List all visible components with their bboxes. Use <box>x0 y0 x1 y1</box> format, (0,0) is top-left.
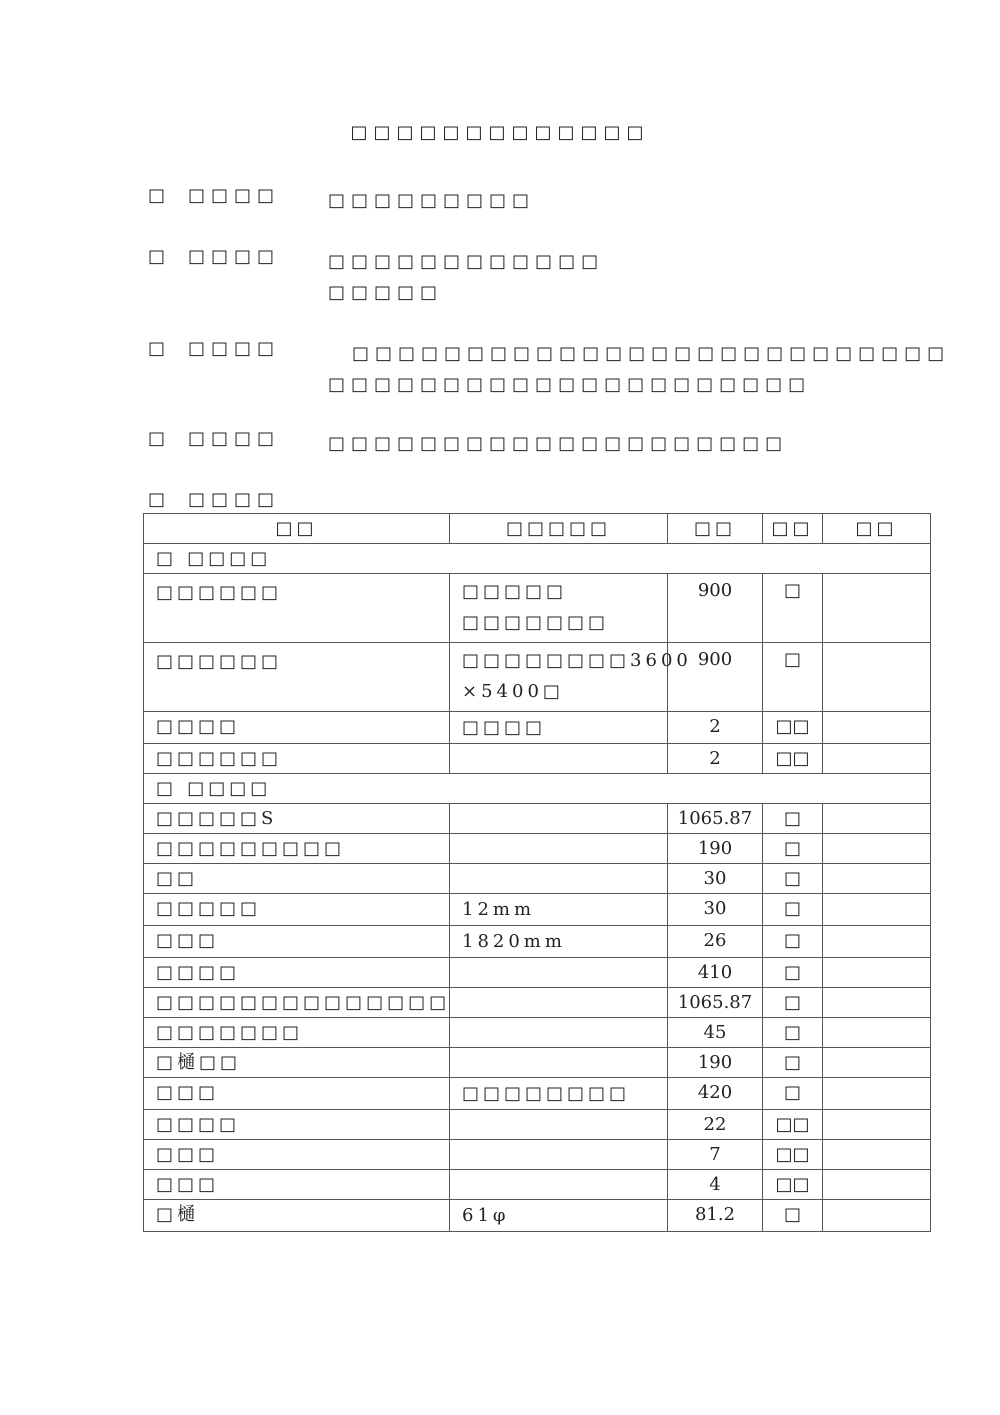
cell-qty: 900 <box>668 574 763 643</box>
cell-name: □□□□□□ <box>144 643 450 712</box>
cell-note <box>823 804 931 834</box>
cell-unit: □ <box>763 1078 823 1110</box>
table-row <box>144 1018 931 1048</box>
cell-name: □□ <box>144 864 450 894</box>
cell-qty: 190 <box>668 1048 763 1078</box>
materials-table <box>143 513 931 1232</box>
cell-note <box>823 1170 931 1200</box>
cell-note <box>823 864 931 894</box>
cell-unit: □ <box>763 1048 823 1078</box>
cell-qty: 1065.87 <box>668 988 763 1018</box>
cell-note <box>823 1078 931 1110</box>
category-label: □ □□□□ <box>144 544 931 574</box>
section-number: □ <box>148 428 166 449</box>
section-label: □□□□ <box>188 489 281 510</box>
cell-note <box>823 574 931 643</box>
cell-note <box>823 834 931 864</box>
cell-name: □□□□□ <box>144 894 450 926</box>
cell-note <box>823 744 931 774</box>
category-label: □ □□□□ <box>144 774 931 804</box>
cell-spec-line: □□□□□□□□3600 <box>462 650 692 671</box>
cell-spec <box>450 834 668 864</box>
cell-note <box>823 643 931 712</box>
cell-qty: 2 <box>668 744 763 774</box>
cell-unit: □ <box>763 988 823 1018</box>
cell-unit: □ <box>763 926 823 958</box>
cell-spec <box>450 1110 668 1140</box>
cell-unit: □ <box>763 894 823 926</box>
cell-spec <box>450 988 668 1018</box>
header-note: □□ <box>823 514 931 544</box>
cell-spec-line: □□□□□□□ <box>462 612 610 633</box>
cell-spec <box>450 804 668 834</box>
cell-unit: □ <box>763 804 823 834</box>
cell-note <box>823 958 931 988</box>
cell-name: □□□ <box>144 1170 450 1200</box>
cell-name: □□□□ <box>144 712 450 744</box>
section-number: □ <box>148 246 166 267</box>
cell-spec <box>450 1140 668 1170</box>
cell-qty: 190 <box>668 834 763 864</box>
cell-qty: 420 <box>668 1078 763 1110</box>
cell-spec <box>450 712 668 744</box>
cell-spec-line: 61φ <box>462 1205 510 1226</box>
cell-unit: □□ <box>763 1110 823 1140</box>
cell-spec <box>450 1170 668 1200</box>
cell-qty: 410 <box>668 958 763 988</box>
header-qty: □□ <box>668 514 763 544</box>
cell-spec <box>450 894 668 926</box>
table-row <box>144 643 931 712</box>
section-line: □□□□□□□□□□□□ <box>328 251 605 272</box>
cell-unit: □ <box>763 1018 823 1048</box>
cell-unit: □ <box>763 834 823 864</box>
cell-qty: 81.2 <box>668 1200 763 1232</box>
cell-name: □□□ <box>144 1078 450 1110</box>
table-row <box>144 712 931 744</box>
cell-qty: 30 <box>668 864 763 894</box>
table-row <box>144 926 931 958</box>
section-number: □ <box>148 338 166 359</box>
cell-name: □□□□□□□ <box>144 1018 450 1048</box>
section-line: □□□□□□□□□ <box>328 190 536 211</box>
table-row <box>144 1140 931 1170</box>
cell-name: □□□ <box>144 926 450 958</box>
cell-note <box>823 712 931 744</box>
cell-note <box>823 1110 931 1140</box>
cell-spec <box>450 744 668 774</box>
cell-spec-line: □□□□□ <box>462 581 568 602</box>
cell-spec <box>450 643 692 712</box>
section-line: □□□□□□□□□□□□□□□□□□□□□ <box>328 374 812 395</box>
cell-unit: □□ <box>763 744 823 774</box>
cell-unit: □□ <box>763 1170 823 1200</box>
cell-spec-line: □□□□ <box>462 717 547 738</box>
cell-spec-line: 1820mm <box>462 931 566 952</box>
section-number: □ <box>148 489 166 510</box>
cell-unit: □ <box>763 1200 823 1232</box>
cell-name: □□□ <box>144 1140 450 1170</box>
cell-qty: 30 <box>668 894 763 926</box>
cell-name: □□□□□□□□□□□□□□ <box>144 988 450 1018</box>
cell-note <box>823 1048 931 1078</box>
table-row <box>144 958 931 988</box>
cell-unit: □□ <box>763 1140 823 1170</box>
cell-note <box>823 1200 931 1232</box>
table-row <box>144 988 931 1018</box>
cell-qty: 22 <box>668 1110 763 1140</box>
section-label: □□□□ <box>188 185 281 206</box>
cell-qty: 2 <box>668 712 763 744</box>
cell-note <box>823 1140 931 1170</box>
cell-name: □□□□□□ <box>144 744 450 774</box>
cell-name: □□□□ <box>144 1110 450 1140</box>
cell-name: □□□□ <box>144 958 450 988</box>
section-label: □□□□ <box>188 246 281 267</box>
section-body <box>328 428 868 459</box>
cell-name: □樋□□ <box>144 1048 450 1078</box>
cell-qty: 1065.87 <box>668 804 763 834</box>
cell-qty: 26 <box>668 926 763 958</box>
category-row <box>144 774 931 804</box>
cell-unit: □□ <box>763 712 823 744</box>
table-row <box>144 1200 931 1232</box>
cell-spec <box>450 864 668 894</box>
table-row <box>144 1170 931 1200</box>
table-row <box>144 574 931 643</box>
category-row <box>144 544 931 574</box>
cell-spec-line: 12mm <box>462 899 536 920</box>
cell-note <box>823 894 931 926</box>
cell-note <box>823 1018 931 1048</box>
cell-note <box>823 926 931 958</box>
section-line: □□□□□ <box>328 282 444 303</box>
cell-spec-line: ×5400□ <box>462 681 564 702</box>
cell-unit: □ <box>763 864 823 894</box>
table-row <box>144 864 931 894</box>
table-body <box>144 544 931 1232</box>
table-row <box>144 804 931 834</box>
cell-spec <box>450 1048 668 1078</box>
cell-qty: 7 <box>668 1140 763 1170</box>
cell-unit: □ <box>763 643 823 712</box>
table-row <box>144 1048 931 1078</box>
cell-spec <box>450 1078 668 1110</box>
header-name: □□ <box>144 514 450 544</box>
table-row <box>144 744 931 774</box>
cell-note <box>823 988 931 1018</box>
table-row <box>144 834 931 864</box>
cell-name: □□□□□□ <box>144 574 450 643</box>
section-body <box>328 246 868 308</box>
cell-spec <box>450 958 668 988</box>
section-number: □ <box>148 185 166 206</box>
table-row <box>144 1110 931 1140</box>
cell-spec <box>450 1200 668 1232</box>
cell-name: □□□□□S <box>144 804 450 834</box>
cell-spec <box>450 926 668 958</box>
cell-unit: □ <box>763 958 823 988</box>
table-row <box>144 894 931 926</box>
section-label: □□□□ <box>188 338 281 359</box>
section-body <box>328 185 868 216</box>
cell-name: □□□□□□□□□ <box>144 834 450 864</box>
table-row <box>144 1078 931 1110</box>
cell-spec <box>450 1018 668 1048</box>
cell-spec <box>450 574 668 643</box>
cell-unit: □ <box>763 574 823 643</box>
section-body <box>328 338 951 400</box>
section-line: □□□□□□□□□□□□□□□□□□□□ <box>328 433 789 454</box>
section-line: □□□□□□□□□□□□□□□□□□□□□□□□□□ <box>352 343 951 364</box>
header-unit: □□ <box>763 514 823 544</box>
cell-qty: 45 <box>668 1018 763 1048</box>
header-spec: □□□□□ <box>450 514 668 544</box>
cell-qty: 4 <box>668 1170 763 1200</box>
cell-qty: 900 <box>668 643 763 712</box>
table-header-row <box>144 514 931 544</box>
cell-spec-line: □□□□□□□□ <box>462 1083 631 1104</box>
section-label: □□□□ <box>188 428 281 449</box>
document-title: □□□□□□□□□□□□□ <box>350 122 650 143</box>
cell-name: □樋 <box>144 1200 450 1232</box>
